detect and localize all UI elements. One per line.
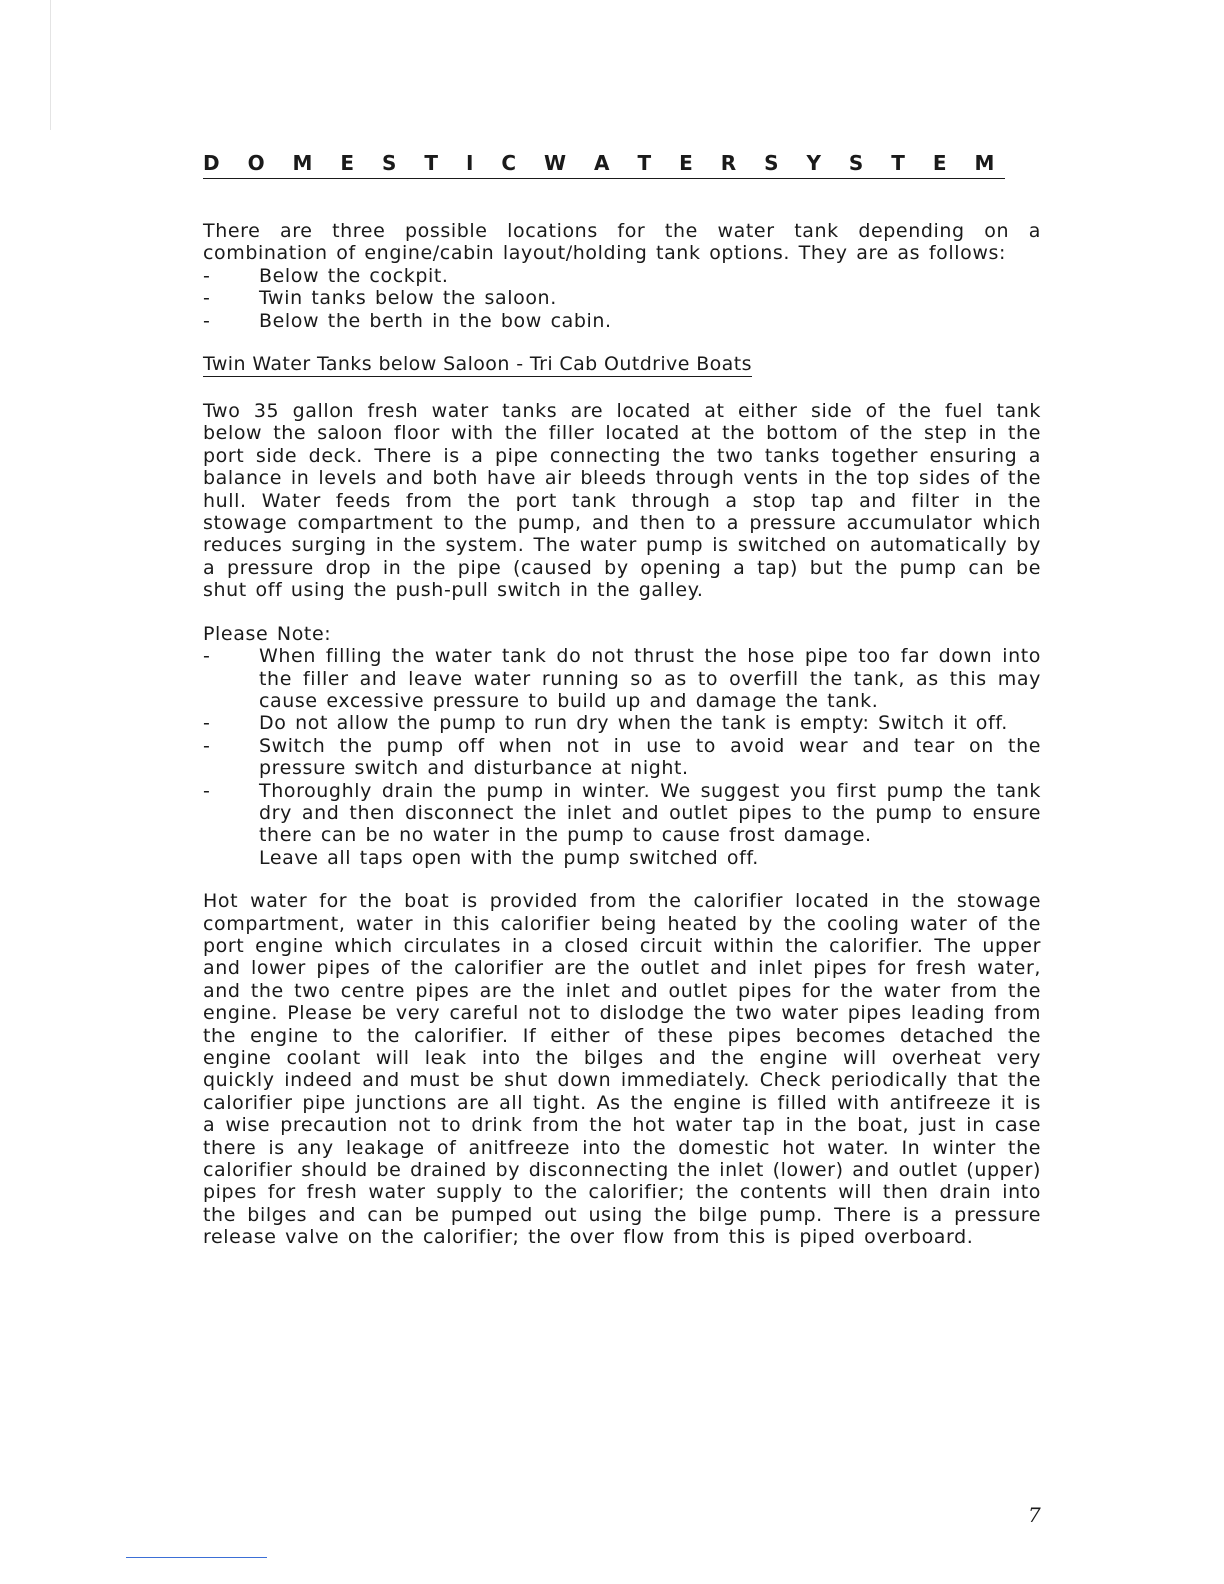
document-page bbox=[203, 150, 1041, 1249]
dash-bullet: - bbox=[203, 734, 211, 757]
dash-bullet: - bbox=[203, 309, 211, 332]
footer-rule bbox=[126, 1557, 267, 1558]
note-label: Please Note: bbox=[203, 622, 332, 645]
scan-margin-mark bbox=[50, 0, 51, 130]
dash-bullet: - bbox=[203, 645, 211, 668]
twin-tanks-paragraph: Two 35 gallon fresh water tanks are located at either side of the fuel tank below the saloon floor with the filler located at the bottom of the step in the port side deck. There is a pipe connecting the two tanks together ensuring a balance in levels and both have air bleeds through vents in the top sides of the hull. Water feeds from the port tank through a stop tap and filter in the stowage compartment to the pump, and then to a pressure accumulator which reduces surging in the system. The water pump is switched on automatically by a pressure drop in the pipe (caused by opening a tap) but the pump can be shut off using the push-pull switch in the galley. bbox=[203, 400, 1041, 602]
list-item: - Below the berth in the bow cabin. bbox=[203, 309, 612, 332]
list-item: - Do not allow the pump to run dry when the tank is empty: Switch it off. bbox=[203, 712, 1008, 735]
dash-bullet: - bbox=[203, 779, 211, 802]
list-item: - Switch the pump off when not in use to avoid wear and tear on the pressure switch and disturbance at night. bbox=[203, 734, 1041, 780]
intro-paragraph: There are three possible locations for the water tank depending on a combination of engine/cabin layout/holding tank options. They are as follows: bbox=[203, 220, 1041, 265]
notes-extra-line: Leave all taps open with the pump switched off. bbox=[259, 846, 759, 869]
section-subheading: Twin Water Tanks below Saloon - Tri Cab Outdrive Boats bbox=[203, 353, 752, 376]
dash-bullet: - bbox=[203, 287, 211, 310]
page-number: 7 bbox=[1028, 1503, 1041, 1527]
hot-water-paragraph: Hot water for the boat is provided from the calorifier located in the stowage compartment, water in this calorifier being heated by the cooling water of the port engine which circulates in a closed circuit within the calorifier. The upper and lower pipes of the calorifier are the outlet and inlet pipes for fresh water, and the two centre pipes are the inlet and outlet pipes for the water from the engine. Please be very careful not to dislodge the two water pipes leading from the engine to the calorifier. If either of these pipes becomes detached the engine coolant will leak into the bilges and the engine will overheat very quickly indeed and must be shut down immediately. Check periodically that the calorifier pipe junctions are all tight. As the engine is filled with antifreeze it is a wise precaution not to drink from the hot water tap in the boat, just in case there is any leakage of anitfreeze into the domestic hot water. In winter the calorifier should be drained by disconnecting the inlet (lower) and outlet (upper) pipes for fresh water supply to the calorifier; the contents will then drain into the bilges and can be pumped out using the bilge pump. There is a pressure release valve on the calorifier; the over flow from this is piped overboard. bbox=[203, 890, 1041, 1249]
list-item: - When filling the water tank do not thrust the hose pipe too far down into the filler and leave water running so as to overfill the tank, as this may cause excessive pressure to build up and damage the tank. bbox=[203, 645, 1041, 712]
dash-bullet: - bbox=[203, 264, 211, 287]
page-title: D O M E S T I C W A T E R S Y S T E M bbox=[203, 150, 1005, 179]
list-item: - Thoroughly drain the pump in winter. We suggest you first pump the tank dry and then disconnect the inlet and outlet pipes to the pump to ensure there can be no water in the pump to cause frost damage. bbox=[203, 779, 1041, 847]
notes-list bbox=[203, 645, 1041, 847]
tank-locations-list bbox=[203, 265, 1041, 332]
dash-bullet: - bbox=[203, 712, 211, 735]
list-item: - Twin tanks below the saloon. bbox=[203, 287, 557, 310]
list-item: - Below the cockpit. bbox=[203, 264, 449, 287]
